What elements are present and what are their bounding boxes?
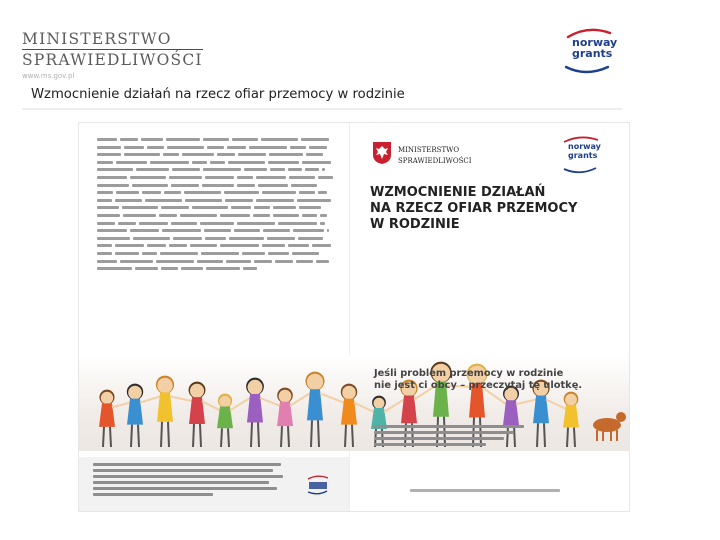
figure-leg	[444, 417, 445, 447]
figure-arm	[140, 396, 160, 402]
figure-arm	[260, 398, 280, 406]
figure-head	[128, 386, 142, 400]
figure-arm	[384, 400, 404, 412]
figure-leg	[412, 423, 413, 447]
figure-leg	[131, 425, 132, 447]
figure-leg	[405, 423, 406, 447]
figure-arm	[546, 400, 566, 409]
figure-leg	[103, 427, 104, 447]
figure-leg	[138, 425, 139, 447]
figure-leg	[228, 428, 229, 447]
header-divider	[22, 108, 622, 110]
figure-leg	[567, 428, 568, 447]
figure-head	[432, 364, 450, 382]
leaflet-cta-line2: nie jest ci obcy – przeczytaj tę ulotkę.	[374, 380, 583, 391]
figure-leg	[221, 428, 222, 447]
figure-head	[565, 394, 577, 406]
figure-leg	[352, 425, 353, 447]
figure-head	[219, 396, 230, 407]
leaflet-ministry-line2: SPRAWIEDLIWOŚCI	[398, 157, 472, 165]
figure-leg	[193, 424, 194, 447]
figure-leg	[288, 426, 289, 447]
figure-arm	[354, 403, 374, 412]
figure-arm	[516, 400, 536, 405]
figure-leg	[375, 429, 376, 447]
figure-arm	[170, 396, 192, 401]
figure-arm	[320, 393, 344, 402]
figure-leg	[110, 427, 111, 447]
figure-head	[248, 380, 263, 395]
leaflet-heading-line1: WZMOCNIENIE DZIAŁAŃ	[370, 185, 546, 200]
ministry-logo-line1: MINISTERSTWO	[22, 30, 172, 48]
figure-leg	[382, 429, 383, 447]
figure-leg	[507, 425, 508, 447]
ministry-url: www.ms.gov.pl	[22, 72, 75, 80]
figure-leg	[161, 422, 162, 447]
figure-head	[279, 390, 292, 403]
figure-leg	[574, 428, 575, 447]
figure-head	[101, 392, 113, 404]
figure-head	[374, 398, 385, 409]
figure-leg	[537, 423, 538, 447]
figure-leg	[311, 420, 312, 447]
figure-arm	[230, 398, 250, 410]
figure-head	[157, 378, 172, 393]
norway-logo-line2: grants	[572, 47, 613, 60]
figure-arm	[202, 401, 220, 410]
leaflet-ministry-text	[398, 145, 472, 167]
figure-leg	[473, 417, 474, 447]
leaflet-intro-text	[97, 137, 335, 274]
ministry-logo	[22, 30, 203, 80]
figure-leg	[168, 422, 169, 447]
figure-leg	[281, 426, 282, 447]
figure-leg	[514, 425, 515, 447]
figure-arm	[446, 385, 472, 387]
dog-head	[616, 412, 626, 422]
figure-arm	[112, 403, 130, 408]
figure-arm	[482, 387, 506, 404]
leaflet-norway-line2: grants	[568, 150, 598, 160]
figure-head	[342, 386, 356, 400]
figure-head	[307, 374, 323, 390]
leaflet-footer-norway-icon	[305, 475, 331, 495]
figure-leg	[318, 420, 319, 447]
norway-grants-logo-text	[572, 37, 617, 59]
leaflet-image	[78, 122, 630, 512]
figure-arm	[290, 393, 310, 405]
figure-head	[534, 382, 549, 397]
norway-grants-logo	[558, 27, 620, 75]
norway-logo-line1: norway	[572, 36, 618, 49]
figure-head	[468, 366, 486, 384]
slide-title: Wzmocnienie działań na rzecz ofiar przemocy w rodzinie	[31, 87, 405, 102]
leaflet-norway-line1: norway	[568, 142, 601, 151]
figure-head	[402, 382, 417, 397]
leaflet-ministry-line1: MINISTERSTWO	[398, 146, 460, 154]
figure-leg	[480, 417, 481, 447]
leaflet-cta-line1: Jeśli problem przemocy w rodzinie	[374, 368, 564, 379]
figure-leg	[544, 423, 545, 447]
figure-leg	[200, 424, 201, 447]
children-holding-hands-drawing	[79, 355, 629, 453]
figure-leg	[437, 417, 438, 447]
figure-head	[190, 384, 204, 398]
figure-leg	[345, 425, 346, 447]
polish-eagle-emblem-icon	[372, 141, 392, 165]
ministry-logo-line2: SPRAWIEDLIWOŚCI	[22, 51, 203, 69]
dog-body	[593, 418, 621, 432]
figure-leg	[258, 423, 259, 447]
leaflet-heading	[370, 185, 577, 233]
leaflet-footer-note	[79, 457, 349, 511]
leaflet-heading-line3: W RODZINIE	[370, 217, 460, 232]
figure-head	[504, 388, 517, 401]
leaflet-heading-line2: NA RZECZ OFIAR PRZEMOCY	[370, 201, 578, 216]
leaflet-norway-text	[568, 143, 601, 160]
figure-leg	[251, 423, 252, 447]
